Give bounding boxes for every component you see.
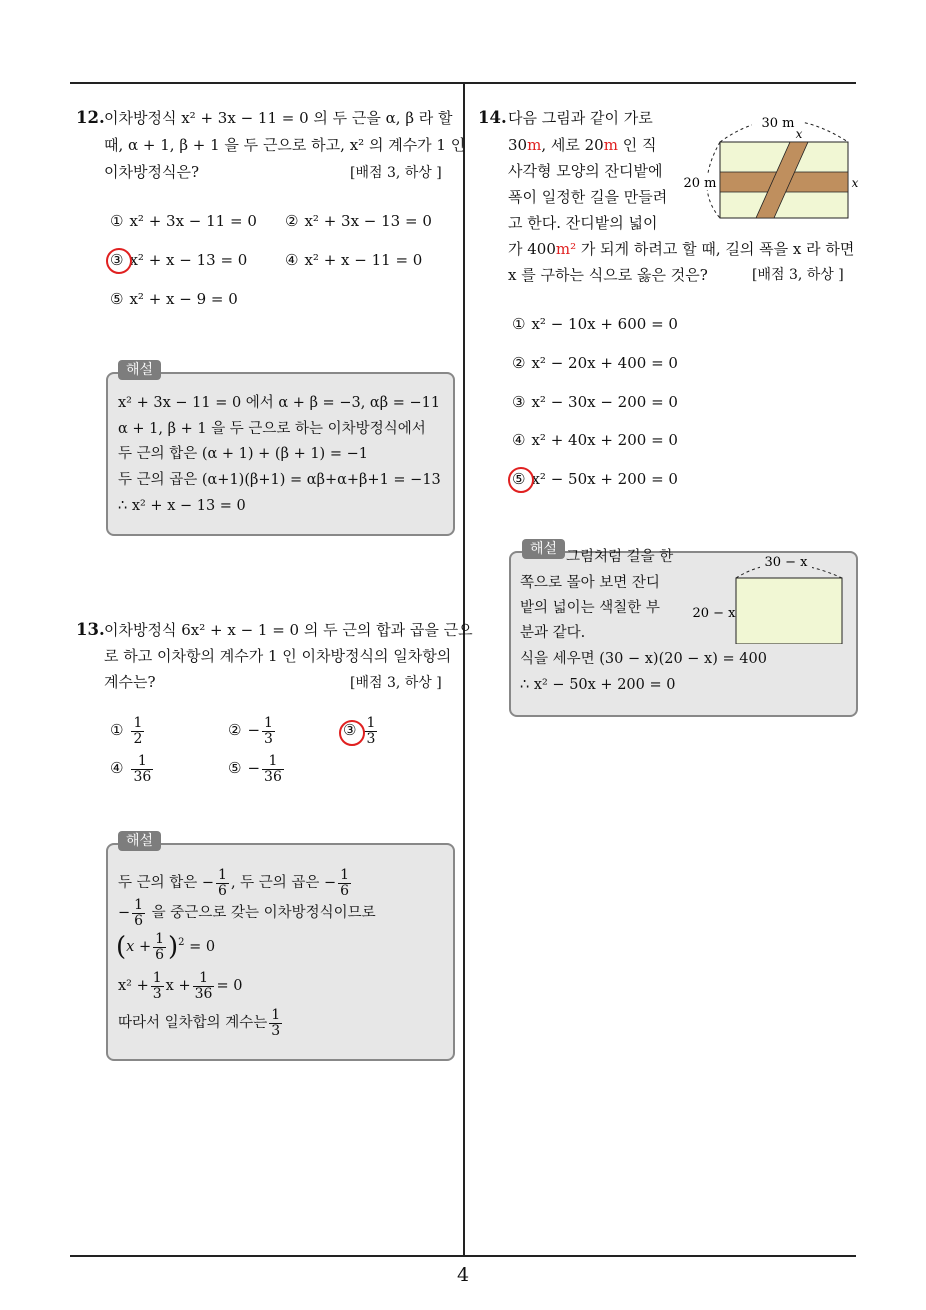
fig-left-label: 20 m: [683, 176, 717, 191]
q13-sol-line-5: 따라서 일차합의 계수는 $\frac{1}{3}$: [118, 1007, 281, 1039]
q13-line-1: 이차방정식 6x² + x − 1 = 0 의 두 근의 합과 곱을 근으: [104, 621, 473, 639]
q13-sol-line-2: − $\frac{1}{6}$ 을 중근으로 갖는 이차방정식이므로: [118, 897, 376, 929]
q12-choice-4[interactable]: ④ x² + x − 11 = 0: [285, 251, 423, 269]
q12-sol-line-5: ∴ x² + x − 13 = 0: [118, 498, 246, 514]
q12-number: 12.: [76, 108, 105, 127]
q14-sol-line-2: 쪽으로 몰아 보면 잔디: [520, 575, 660, 591]
q14-answer-circle: [508, 467, 534, 493]
fig-top-label: 30 m: [761, 116, 795, 131]
q14-choice-1[interactable]: ① x² − 10x + 600 = 0: [512, 315, 678, 333]
q12-answer-circle: [106, 248, 132, 274]
q12-sol-line-2: α + 1, β + 1 을 두 근으로 하는 이차방정식에서: [118, 421, 426, 437]
q14-line-3: 사각형 모양의 잔디밭에: [508, 162, 663, 180]
q14-sol-line-3: 밭의 넓이는 색칠한 부: [520, 600, 660, 616]
q12-line-2: 때, α + 1, β + 1 을 두 근으로 하고, x² 의 계수가 1 인: [104, 136, 466, 154]
q12-sol-line-4: 두 근의 곱은 (α+1)(β+1) = αβ+α+β+1 = −13: [118, 472, 441, 488]
q13-choice-5[interactable]: ⑤ − $\frac{1}{36}$: [228, 753, 282, 785]
q13-sol-line-3: (x + $\frac{1}{6}$ )$^2$ = 0: [116, 931, 216, 963]
q14-line-7: x 를 구하는 식으로 옳은 것은?: [508, 266, 708, 284]
q14-line-1: 다음 그림과 같이 가로: [508, 109, 653, 127]
q14-choice-4[interactable]: ④ x² + 40x + 200 = 0: [512, 431, 678, 449]
q12-sol-line-3: 두 근의 합은 (α + 1) + (β + 1) = −1: [118, 446, 368, 462]
fig-road-top-label: x: [795, 127, 803, 141]
q14-solution-tag: 해설: [522, 539, 565, 559]
q14-line-6: 가 400m² 가 되게 하려고 할 때, 길의 폭을 x 라 하면: [508, 240, 855, 258]
sol-fig-top-label: 30 − x: [764, 555, 808, 570]
q13-sol-line-1: 두 근의 합은 − $\frac{1}{6}$ , 두 근의 곱은 − $\frac{1}{6}$: [118, 867, 350, 899]
fig-road-right-label: x: [851, 176, 859, 190]
q13-line-3: 계수는?: [104, 673, 156, 691]
bottom-rule: [70, 1255, 856, 1257]
q12-choice-3[interactable]: ③ x² + x − 13 = 0: [110, 251, 248, 269]
q14-solution-figure: [690, 552, 850, 644]
q13-score: [배점 3, 하상 ]: [350, 675, 442, 691]
q14-number: 14.: [478, 108, 507, 127]
q12-choice-2[interactable]: ② x² + 3x − 13 = 0: [285, 212, 432, 230]
q13-choice-2[interactable]: ② − $\frac{1}{3}$: [228, 715, 273, 747]
q14-choice-3[interactable]: ③ x² − 30x − 200 = 0: [512, 393, 678, 411]
q13-choice-1[interactable]: ① $\frac{1}{2}$: [110, 715, 143, 747]
q13-answer-circle: [339, 720, 365, 746]
q12-choice-5[interactable]: ⑤ x² + x − 9 = 0: [110, 290, 238, 308]
column-divider: [463, 82, 465, 1257]
q13-line-2: 로 하고 이차항의 계수가 1 인 이차방정식의 일차항의: [104, 647, 452, 665]
sol-field-rect: [736, 578, 842, 644]
q12-line-1: 이차방정식 x² + 3x − 11 = 0 의 두 근을 α, β 라 할: [104, 109, 453, 127]
q14-line-2: 30m, 세로 20m 인 직: [508, 136, 657, 154]
q12-sol-line-1: x² + 3x − 11 = 0 에서 α + β = −3, αβ = −11: [118, 395, 441, 411]
q14-line-5: 고 한다. 잔디밭의 넓이: [508, 214, 658, 232]
q14-score: [배점 3, 하상 ]: [752, 267, 844, 283]
sol-fig-left-label: 20 − x: [692, 606, 736, 621]
fraction: $\frac{1}{2}$: [133, 715, 143, 747]
q13-sol-line-4: x² + $\frac{1}{3}$ x + $\frac{1}{36}$ = 0: [118, 970, 243, 1002]
fraction: $\frac{1}{36}$: [264, 753, 282, 785]
q12-solution-tag: 해설: [118, 360, 161, 380]
q14-sol-line-5: 식을 세우면 (30 − x)(20 − x) = 400: [520, 651, 767, 667]
q13-solution-tag: 해설: [118, 831, 161, 851]
q14-line-4: 폭이 일정한 길을 만들려: [508, 188, 668, 206]
q14-choice-5[interactable]: ⑤ x² − 50x + 200 = 0: [512, 470, 678, 488]
q12-line-3: 이차방정식은?: [104, 163, 199, 181]
q12-choice-1[interactable]: ① x² + 3x − 11 = 0: [110, 212, 257, 230]
fraction: $\frac{1}{3}$: [264, 715, 273, 747]
page-number: 4: [456, 1264, 470, 1286]
q14-sol-line-4: 분과 같다.: [520, 625, 586, 641]
q13-choice-3[interactable]: ③ $\frac{1}{3}$: [343, 715, 376, 747]
fraction: $\frac{1}{3}$: [366, 715, 376, 747]
q14-choice-2[interactable]: ② x² − 20x + 400 = 0: [512, 354, 678, 372]
q14-sol-line-6: ∴ x² − 50x + 200 = 0: [520, 677, 676, 693]
q14-sol-line-1: 그림처럼 길을 한: [566, 549, 674, 565]
q13-number: 13.: [76, 620, 105, 639]
q12-score: [배점 3, 하상 ]: [350, 165, 442, 181]
q13-choice-4[interactable]: ④ $\frac{1}{36}$: [110, 753, 152, 785]
fraction: $\frac{1}{36}$: [133, 753, 152, 785]
q14-figure: [680, 110, 860, 230]
